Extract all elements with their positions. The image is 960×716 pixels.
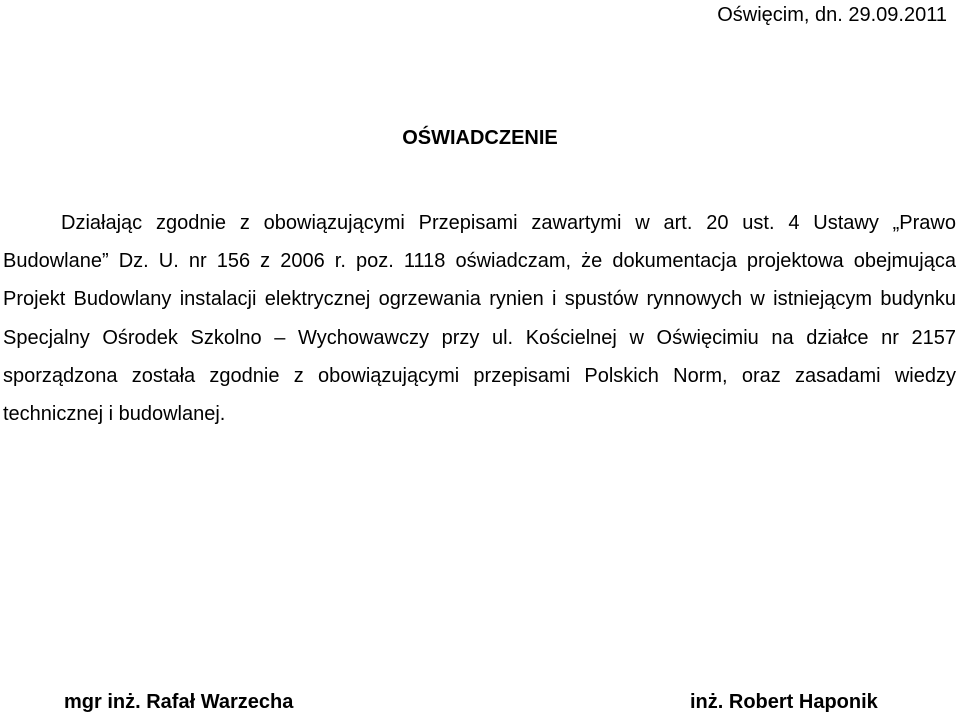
statement-body: Działając zgodnie z obowiązującymi Przepisami zawartymi w art. 20 ust. 4 Ustawy „Prawo Budowlane” Dz. U. nr 156 z 2006 r. poz. 1118 oświadczam, że dokumentacja projektowa obejmująca Projekt Budowlany instalacji elektrycznej ogrzewania rynien i spustów rynnowych w istniejącym budynku Specjalny Ośrodek Szkolno – Wychowawczy przy ul. Kościelnej w Oświęcimiu na działce nr 2157 sporządzona została zgodnie z obowiązującymi przepisami Polskich Norm, oraz zasadami wiedzy technicznej i budowlanej. [3,212,956,426]
document-title: OŚWIADCZENIE [402,127,558,149]
signature-left: mgr inż. Rafał Warzecha [64,691,294,713]
place-and-date: Oświęcim, dn. 29.09.2011 [717,4,947,26]
signature-right: inż. Robert Haponik [690,691,878,713]
